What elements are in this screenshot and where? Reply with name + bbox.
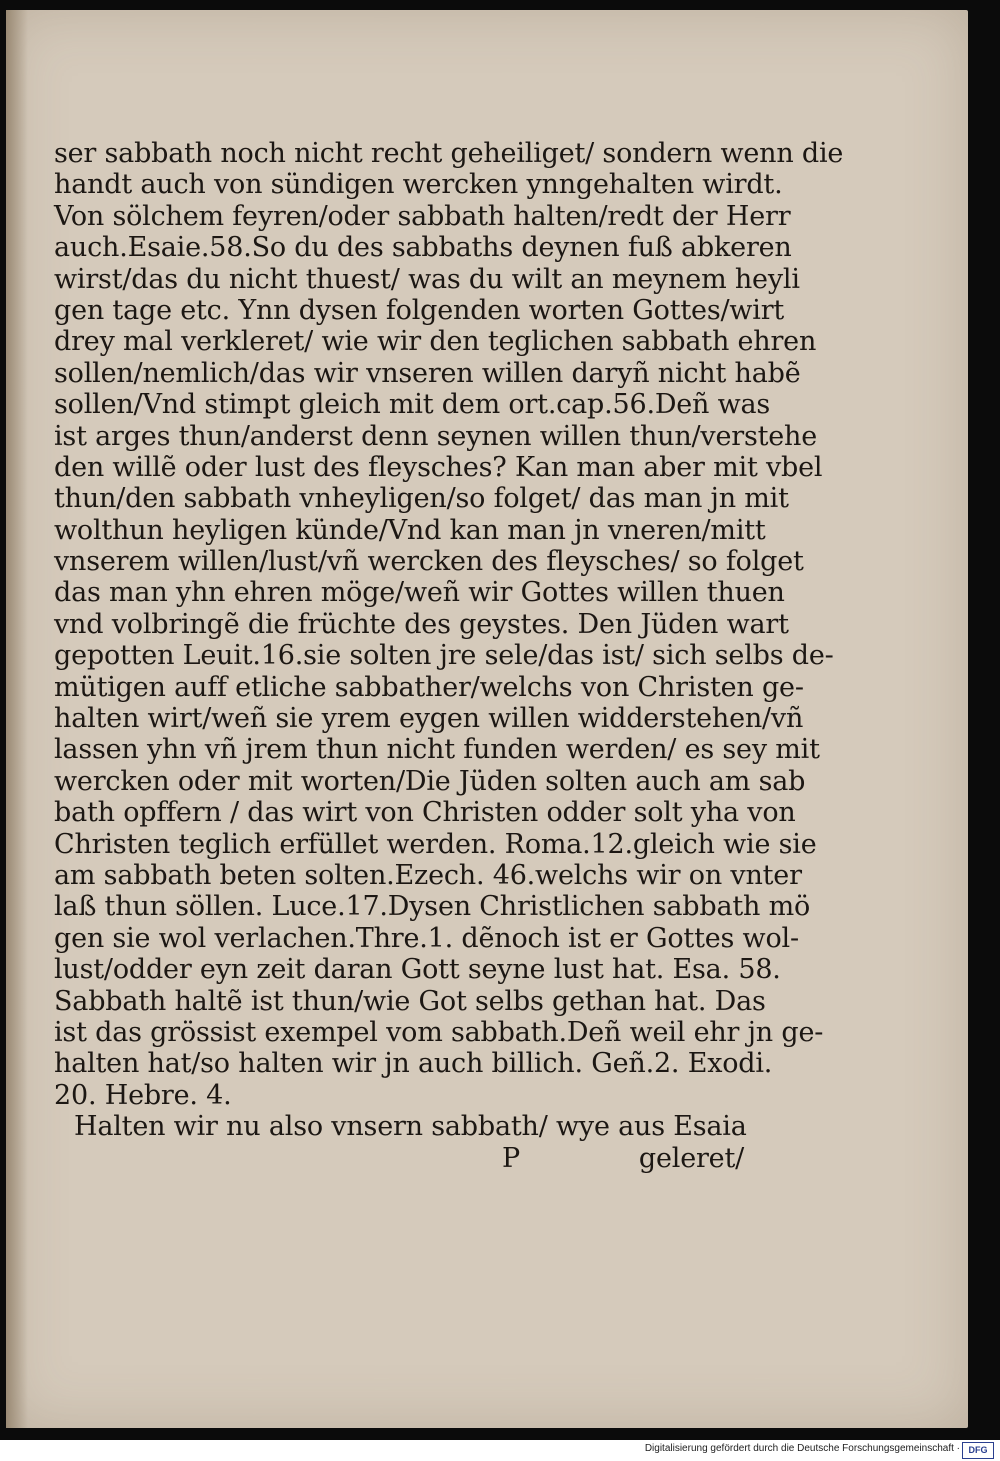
text-line: halten hat/so halten wir jn auch billich. Geñ.2. Exodi. — [54, 1048, 773, 1080]
text-line: ist arges thun/anderst denn seynen willen thun/verstehe — [54, 420, 818, 452]
text-line: gen tage etc. Ynn dysen folgenden worten Gottes/wirt — [54, 294, 785, 326]
text-line: Christen teglich erfüllet werden. Roma.12.gleich wie sie — [54, 828, 817, 860]
credit-bar — [0, 1440, 1000, 1461]
text-line: mütigen auff etliche sabbather/welchs von Christen ge- — [54, 671, 804, 703]
text-line: lust/odder eyn zeit daran Gott seyne lust hat. Esa. 58. — [54, 954, 781, 986]
text-line: den willẽ oder lust des fleysches? Kan man aber mit vbel — [54, 451, 823, 483]
text-line: sollen/Vnd stimpt gleich mit dem ort.cap.56.Deñ was — [54, 389, 771, 421]
text-line: wirst/das du nicht thuest/ was du wilt an meynem heyli — [54, 263, 800, 295]
dfg-logo-icon: DFG — [962, 1442, 994, 1459]
page-gutter-shadow — [6, 10, 28, 1428]
text-line: wolthun heyligen künde/Vnd kan man jn vneren/mitt — [54, 514, 766, 546]
text-line: ist das grössist exempel vom sabbath.Deñ weil ehr jn ge- — [54, 1016, 824, 1048]
text-line: vnd volbringẽ die früchte des geystes. Den Jüden wart — [54, 608, 789, 640]
text-line: wercken oder mit worten/Die Jüden solten auch am sab — [54, 765, 806, 797]
text-line: vnserem willen/lust/vñ wercken des fleysches/ so folget — [54, 546, 804, 578]
text-line: lassen yhn vñ jrem thun nicht funden werden/ es sey mit — [54, 734, 820, 766]
text-line: laß thun söllen. Luce.17.Dysen Christlichen sabbath mö — [54, 891, 811, 923]
text-line: am sabbath beten solten.Ezech. 46.welchs wir on vnter — [54, 859, 802, 891]
text-line: thun/den sabbath vnheyligen/so folget/ das man jn mit — [54, 483, 789, 515]
book-page — [6, 10, 968, 1428]
text-lines — [54, 138, 844, 1111]
text-line: Von sölchem feyren/oder sabbath halten/redt der Herr — [54, 200, 791, 232]
text-line: handt auch von sündigen wercken ynngehalten wirdt. — [54, 169, 783, 201]
text-line: bath opffern / das wirt von Christen odder solt yha von — [54, 797, 796, 829]
catchword: geleret/ — [638, 1142, 744, 1174]
text-line: 20. Hebre. 4. — [54, 1079, 232, 1111]
text-line: sollen/nemlich/das wir vnseren willen daryñ nicht habẽ — [54, 357, 801, 389]
funding-credit: Digitalisierung gefördert durch die Deutsche Forschungsgemeinschaft · — [644, 1443, 960, 1454]
text-line: gepotten Leuit.16.sie solten jre sele/das ist/ sich selbs de- — [54, 640, 834, 672]
text-line: auch.Esaie.58.So du des sabbaths deynen fuß abkeren — [54, 232, 792, 264]
page-footer-row — [54, 1143, 744, 1174]
text-line: ser sabbath noch nicht recht geheiliget/ sondern wenn die — [54, 138, 844, 169]
text-line: Sabbath haltẽ ist thun/wie Got selbs gethan hat. Das — [54, 985, 766, 1017]
text-line: gen sie wol verlachen.Thre.1. dẽnoch ist er Gottes wol- — [54, 922, 799, 954]
text-line: drey mal verkleret/ wie wir den teglichen sabbath ehren — [54, 326, 817, 358]
text-line: halten wirt/weñ sie yrem eygen willen widderstehen/vñ — [54, 703, 804, 735]
text-line-final: Halten wir nu also vnsern sabbath/ wye aus Esaia — [74, 1111, 747, 1143]
text-line: das man yhn ehren möge/weñ wir Gottes willen thuen — [54, 577, 785, 609]
page-text — [54, 138, 844, 1174]
signature-mark: P — [502, 1142, 520, 1174]
